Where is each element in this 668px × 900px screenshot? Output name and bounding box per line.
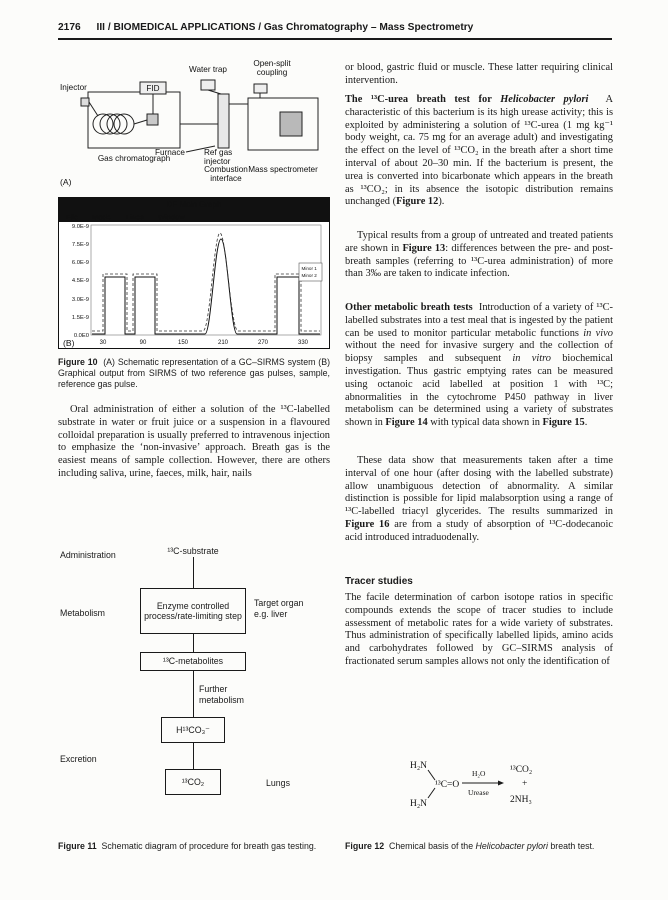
flow-line-4 — [193, 743, 194, 769]
x-tick-2: 90 — [139, 340, 147, 346]
panel-a-label: (A) — [60, 177, 72, 187]
co2-box: ¹³CO₂ — [165, 769, 221, 795]
flow-line-1 — [193, 557, 194, 588]
figure-10b-window — [58, 197, 330, 349]
open-split-label-line1: Open-split — [253, 59, 291, 68]
legend-entry-1: Minor 1 — [301, 266, 317, 271]
running-title: III / BIOMEDICAL APPLICATIONS / Gas Chromatography – Mass Spectrometry — [96, 22, 474, 33]
gas-chromatograph-label: Gas chromatograph — [97, 154, 171, 163]
metabolites-box: ¹³C-metabolites — [140, 652, 246, 671]
paragraph-oral-administration: Oral administration of either a solution of the ¹³C-labelled substrate in water or fruit juice or a suspension in a flavoured colloidal preparation is usually preferred to intravenous injection to emphasize the ‘non-invasive’ approach. Breath gas is the easiest means of sample collection. However, there are others including saliva, urine, faeces, milk, hair, nails — [58, 404, 330, 479]
paragraph-typical-results: Typical results from a group of untreated and treated patients are shown in Figure 13: differences between the pre- and post-breath samples (referring to ¹³C-urea administration) of more than 3‰ are taken to indicate infection. — [345, 230, 613, 280]
enzyme-box: Enzyme controlled process/rate-limiting step — [140, 588, 246, 634]
x-tick-3: 150 — [177, 340, 189, 346]
menu-item-file: File — [66, 212, 79, 222]
header-rule — [58, 38, 612, 40]
injector-label: Injector — [60, 83, 87, 92]
y-tick-6: 1.5E-9 — [71, 315, 89, 321]
paragraph-other-breath-tests: Other metabolic breath tests Introduction of a variety of ¹³C-labelled substrates into a test meal that is ingested by the patient can be used to monitor particular metabolic functions in vivo without the need for invasive surgery and the collection of biopsy samples and subsequent in vitro biochemical investigation. Thus gastric emptying rates can be measured using octanoic acid labelled at position 1 with ¹³C; abnormalities in the cytochrome P450 pathway in liver metabolism can be determined using a variety of substrates shown in Figure 14 with typical data shown in Figure 15. — [345, 302, 613, 429]
open-split-label-line2: coupling — [256, 68, 288, 77]
plus-sign: + — [522, 779, 528, 789]
target-organ-label: Target organ e.g. liver — [254, 598, 304, 619]
legend-entry-2: Minor 2 — [301, 273, 317, 278]
menu-item-lines: Lines — [126, 212, 144, 222]
combustion-label-line1: Combustion — [204, 165, 248, 174]
x-tick-6: 330 — [297, 340, 309, 346]
y-tick-1: 9.0E-9 — [71, 224, 89, 230]
y-tick-4: 4.5E-9 — [71, 278, 89, 284]
amine-top: H₂N — [410, 761, 428, 771]
panel-b-label: (B) — [63, 338, 75, 348]
menu-item-mode: Mode — [92, 212, 111, 222]
y-tick-2: 7.5E-9 — [71, 242, 89, 248]
flow-line-3 — [193, 671, 194, 717]
product-co2: ¹³CO₂ — [510, 765, 533, 775]
amine-bottom: H₂N — [410, 799, 428, 809]
figure-10a-schematic — [58, 58, 330, 194]
product-ammonia: 2NH₃ — [510, 795, 532, 805]
combustion-label-line2: interface — [210, 174, 242, 183]
lungs-label: Lungs — [266, 778, 290, 788]
water-label: H₂O — [472, 769, 486, 778]
y-tick-3: 6.0E-9 — [71, 260, 89, 266]
page-number: 2176 — [58, 22, 81, 33]
metabolism-label: Metabolism — [60, 608, 105, 618]
figure-12-reaction — [398, 752, 598, 840]
paragraph-facile-determination: The facile determination of carbon isotope ratios in specific compounds extends the scope of tracer studies to include assessment of metabolic rates for a wide variety of substrates. Thus administration of specifically labelled lipids, amino acids and carbohydrates followed by GC–SIRMS analysis of fractionated serum samples allows not only the identification of — [345, 592, 613, 667]
substrate-label: ¹³C-substrate — [167, 546, 219, 556]
reaction-arrowhead — [498, 781, 504, 786]
fig10a-apparatus-lines — [81, 80, 318, 152]
paragraph-urea-breath-test: The ¹³C-urea breath test for Helicobacter pylori A characteristic of this bacterium is its high urease activity; this is exploited by administering a solution of ¹³C-urea (1 mg kg⁻¹ body weight, ca. 75 mg for an average adult) and investigating the effect on the level of ¹³CO₂ in the breath after a short time interval of about 20–30 min. If the bacterium is present, the urea is converted into bicarbonate which appears in the breath as ¹³CO₂; in its absence the isotopic distribution remains unchanged (Figure 12). — [345, 94, 613, 208]
figure-11-caption: Figure 11 Schematic diagram of procedure for breath gas testing. — [58, 841, 317, 851]
fid-label: FID — [146, 84, 160, 93]
further-metabolism-label: Further metabolism — [199, 684, 244, 705]
menu-item-window: Window — [158, 212, 185, 222]
urease-label: Urease — [468, 788, 489, 797]
mass-spectrometer-label: Mass spectrometer — [248, 165, 318, 174]
y-tick-7: 0.0E0 — [73, 333, 89, 339]
y-tick-5: 3.0E-9 — [71, 297, 89, 303]
paragraph-or-blood: or blood, gastric fluid or muscle. These latter requiring clinical intervention. — [345, 62, 613, 86]
carbonyl-group: ¹³C=O — [435, 780, 460, 790]
ref-gas-label-line1: Ref gas — [204, 148, 233, 157]
excretion-label: Excretion — [60, 754, 97, 764]
page-header — [58, 22, 614, 33]
flow-line-2 — [193, 634, 194, 652]
figure-10-caption: Figure 10 (A) Schematic representation of a GC–SIRMS system (B) Graphical output from SIRMS of two reference gas pulses, sample, reference gas pulse. — [58, 357, 331, 389]
figure-11-diagram — [58, 546, 330, 808]
water-trap-label: Water trap — [189, 65, 227, 74]
furnace-label: Furnace — [154, 148, 185, 157]
bicarbonate-box: H¹³CO₃⁻ — [161, 717, 225, 743]
ref-gas-label-line2: injector — [204, 157, 231, 166]
administration-label: Administration — [60, 550, 116, 560]
window-title: DF Main Graph — [166, 200, 222, 209]
x-tick-4: 210 — [217, 340, 229, 346]
figure-12-caption: Figure 12 Chemical basis of the Helicobacter pylori breath test. — [345, 841, 595, 851]
x-tick-1: 30 — [99, 340, 107, 346]
x-tick-5: 270 — [257, 340, 269, 346]
paragraph-these-data: These data show that measurements taken after a time interval of one hour (after dosing with the labelled substrate) allow unambiguous detection of abnormality. A similar distinction is possible for lipid malabsorption using a range of ¹³C-labelled triacyl glycerides. The results summarized in Figure 16 are from a study of absorption of ¹³C-dodecanoic acid introduced intraduodenally. — [345, 455, 614, 543]
tracer-studies-heading: Tracer studies — [345, 576, 413, 587]
